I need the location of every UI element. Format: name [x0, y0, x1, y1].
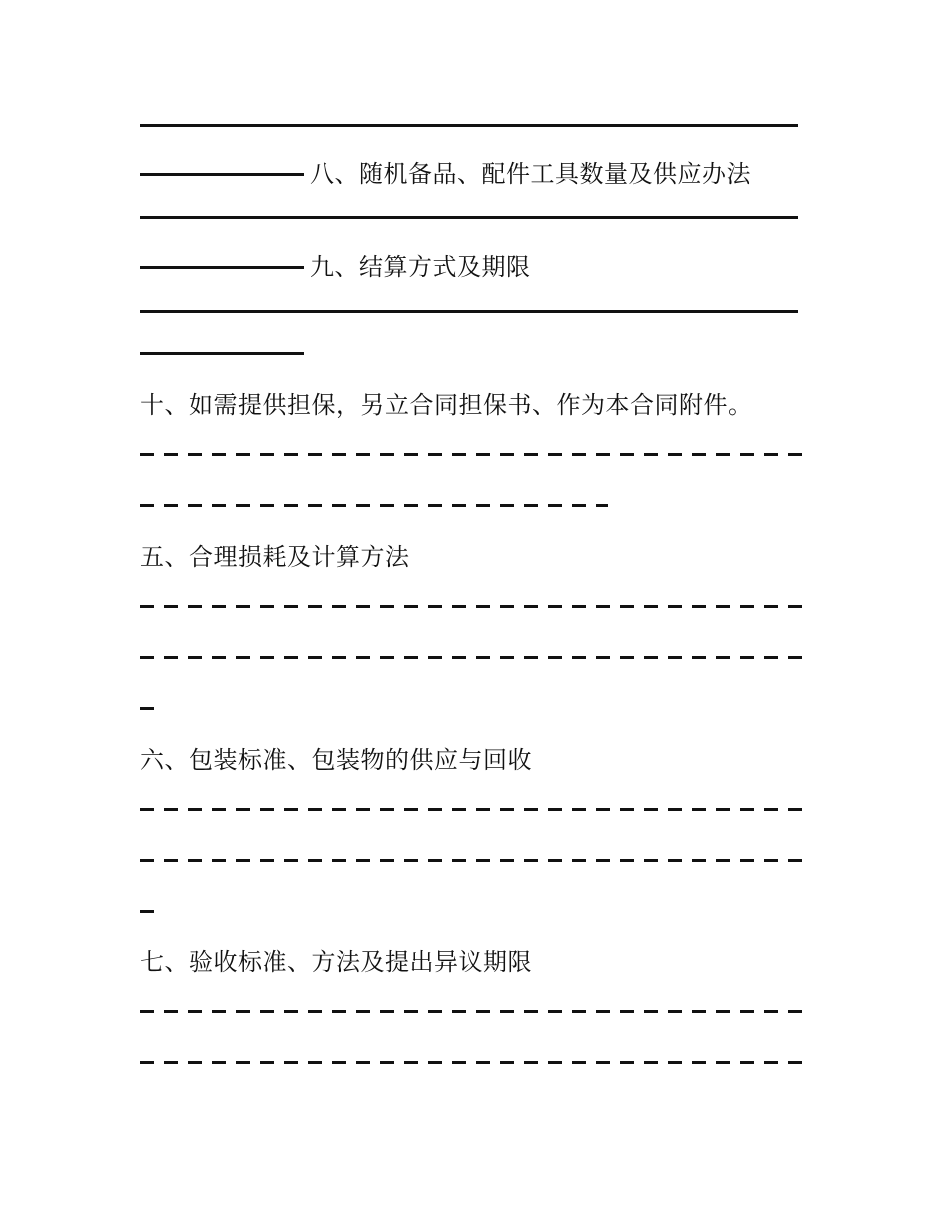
dashed-blank-line	[140, 504, 608, 507]
dashed-blank-line	[140, 1061, 804, 1064]
blank-line-short	[140, 266, 304, 269]
blank-line	[140, 124, 798, 127]
section-heading: 七、验收标准、方法及提出异议期限	[140, 948, 532, 976]
dashed-blank-line	[140, 453, 804, 456]
blank-line-short	[140, 173, 304, 176]
blank-line	[140, 216, 798, 219]
dashed-blank-line	[140, 605, 804, 608]
section-heading: 九、结算方式及期限	[310, 253, 531, 281]
section-heading: 六、包装标准、包装物的供应与回收	[140, 746, 532, 774]
section-paragraph: 十、如需提供担保，另立合同担保书、作为本合同附件。	[140, 391, 753, 419]
dashed-blank-line	[140, 808, 804, 811]
section-heading: 八、随机备品、配件工具数量及供应办法	[310, 160, 751, 188]
dashed-blank-line	[140, 910, 154, 913]
dashed-blank-line	[140, 859, 804, 862]
section-heading: 五、合理损耗及计算方法	[140, 543, 410, 571]
dashed-blank-line	[140, 656, 804, 659]
blank-line-short	[140, 352, 304, 355]
blank-line	[140, 310, 798, 313]
dashed-blank-line	[140, 707, 154, 710]
dashed-blank-line	[140, 1010, 804, 1013]
